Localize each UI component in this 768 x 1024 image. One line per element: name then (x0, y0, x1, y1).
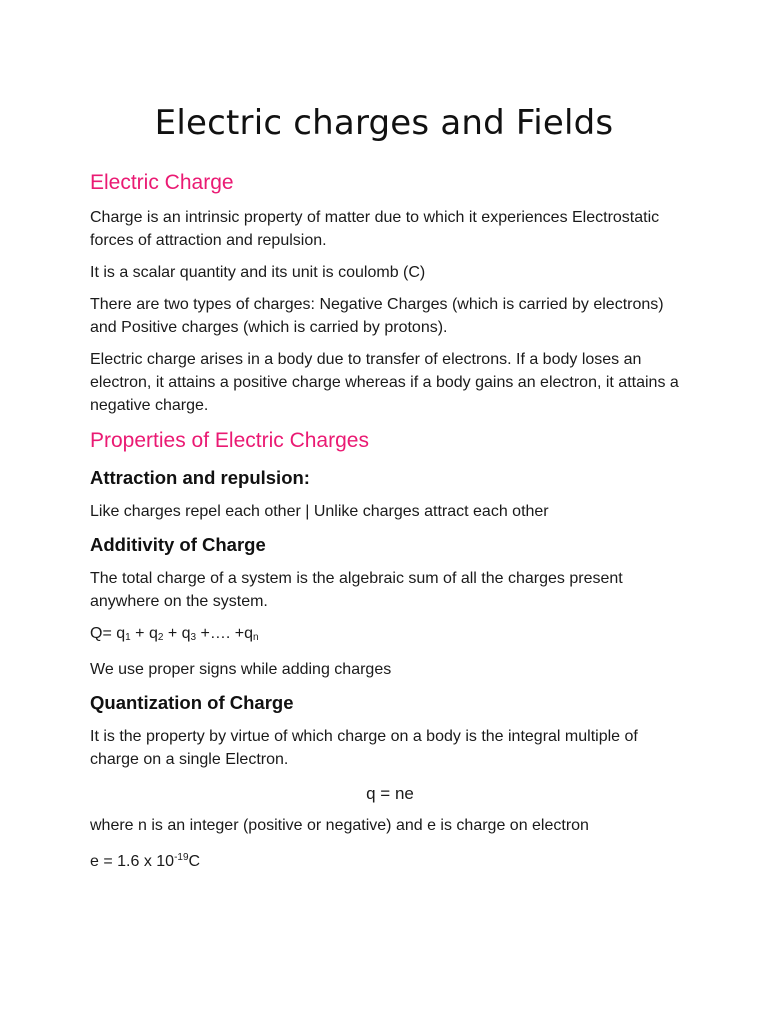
paragraph-proper-signs: We use proper signs while adding charges (90, 661, 392, 678)
formula-sub-3: 3 (190, 632, 197, 643)
formula-plus-2: + q (163, 625, 191, 642)
electron-charge-value (90, 846, 690, 873)
e-value-unit: C (188, 853, 201, 870)
formula-sub-2: 2 (157, 632, 164, 643)
formula-sub-n: n (253, 632, 259, 643)
e-value-prefix: e = 1.6 x 10 (90, 853, 175, 870)
paragraph-quantization: It is the property by virtue of which charge on a body is the integral multiple of charge on a single Electron. (90, 728, 638, 768)
formula-total-charge (90, 622, 690, 649)
paragraph-charge-definition: Charge is an intrinsic property of matter due to which it experiences Electrostatic forces of attraction and repulsion. (90, 209, 660, 249)
subheading-quantization: Quantization of Charge (90, 692, 294, 713)
paragraph-scalar-quantity: It is a scalar quantity and its unit is coulomb (C) (90, 264, 426, 281)
formula-dots: +…. +q (196, 625, 254, 642)
paragraph-additivity: The total charge of a system is the algebraic sum of all the charges present anywhere on the system. (90, 570, 623, 610)
formula-plus-1: + q (130, 625, 158, 642)
subheading-attraction-repulsion: Attraction and repulsion: (90, 467, 310, 488)
equation-q-equals-ne: q = ne (366, 784, 414, 803)
document-content (90, 168, 690, 873)
section-heading-properties: Properties of Electric Charges (90, 429, 369, 452)
paragraph-types-of-charges: There are two types of charges: Negative Charges (which is carried by electrons) and Positive charges (which is carried by protons). (90, 296, 664, 336)
paragraph-n-integer: where n is an integer (positive or negative) and e is charge on electron (90, 817, 589, 834)
section-heading-electric-charge: Electric Charge (90, 171, 234, 194)
formula-sub-1: 1 (125, 632, 131, 643)
paragraph-charge-transfer: Electric charge arises in a body due to transfer of electrons. If a body loses an electron, it attains a positive charge whereas if a body gains an electron, it attains a negative charge. (90, 351, 679, 414)
subheading-additivity: Additivity of Charge (90, 534, 266, 555)
paragraph-attraction-repulsion: Like charges repel each other | Unlike charges attract each other (90, 503, 549, 520)
page-title: Electric charges and Fields (154, 103, 614, 143)
formula-prefix: Q= q (90, 625, 126, 642)
e-value-exponent: -19 (174, 852, 189, 863)
